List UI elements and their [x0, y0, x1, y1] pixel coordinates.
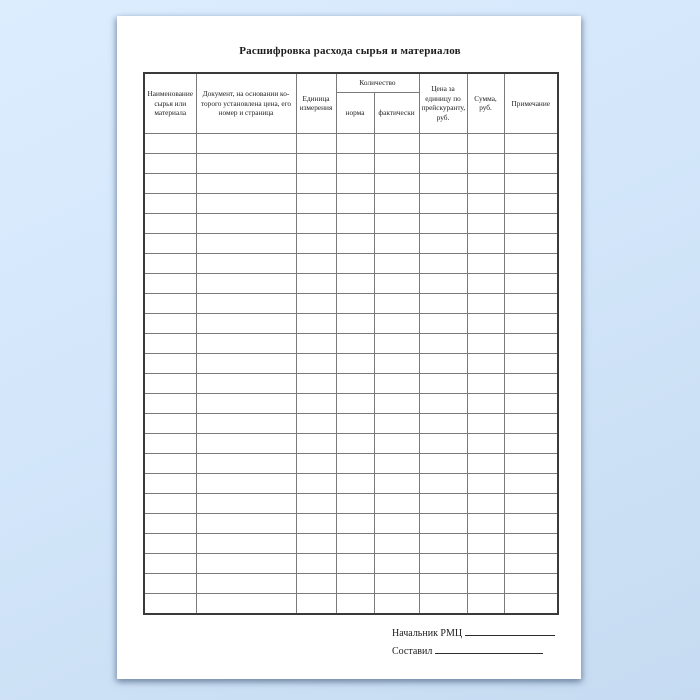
table-row — [144, 493, 558, 513]
table-row — [144, 153, 558, 173]
table-cell — [419, 333, 467, 353]
table-cell — [419, 213, 467, 233]
page-title: Расшифровка расхода сырья и материалов — [239, 45, 461, 57]
table-cell — [419, 153, 467, 173]
table-cell — [467, 413, 504, 433]
table-cell — [296, 213, 336, 233]
table-row — [144, 353, 558, 373]
table-cell — [419, 273, 467, 293]
table-cell — [467, 313, 504, 333]
table-cell — [467, 353, 504, 373]
table-cell — [144, 393, 196, 413]
table-cell — [196, 173, 296, 193]
table-cell — [504, 513, 558, 533]
table-row — [144, 373, 558, 393]
table-cell — [336, 233, 374, 253]
table-cell — [419, 493, 467, 513]
table-row — [144, 553, 558, 573]
table-cell — [467, 193, 504, 213]
signature-line-chief — [392, 625, 555, 643]
table-cell — [467, 533, 504, 553]
table-cell — [144, 513, 196, 533]
table-cell — [419, 593, 467, 614]
table-cell — [374, 313, 419, 333]
table-cell — [374, 213, 419, 233]
table-cell — [419, 233, 467, 253]
table-cell — [374, 153, 419, 173]
table-cell — [374, 133, 419, 153]
table-cell — [467, 593, 504, 614]
table-cell — [196, 313, 296, 333]
table-cell — [336, 333, 374, 353]
table-cell — [196, 413, 296, 433]
table-cell — [296, 333, 336, 353]
table-cell — [374, 233, 419, 253]
table-cell — [336, 133, 374, 153]
table-row — [144, 413, 558, 433]
table-cell — [144, 313, 196, 333]
col-header-material: Наименование сырья или материала — [144, 73, 196, 133]
table-cell — [144, 193, 196, 213]
table-cell — [296, 193, 336, 213]
table-cell — [296, 473, 336, 493]
table-cell — [144, 553, 196, 573]
table-cell — [374, 413, 419, 433]
table-cell — [196, 453, 296, 473]
col-header-norm: норма — [336, 92, 374, 133]
table-cell — [374, 353, 419, 373]
table-cell — [336, 373, 374, 393]
table-cell — [296, 433, 336, 453]
table-cell — [336, 493, 374, 513]
table-cell — [144, 453, 196, 473]
table-cell — [296, 413, 336, 433]
table-cell — [336, 393, 374, 413]
table-cell — [196, 513, 296, 533]
table-cell — [144, 593, 196, 614]
table-cell — [196, 353, 296, 373]
table-cell — [419, 473, 467, 493]
col-header-sum: Сумма, руб. — [467, 73, 504, 133]
table-cell — [296, 453, 336, 473]
table-cell — [336, 433, 374, 453]
table-cell — [144, 573, 196, 593]
table-row — [144, 433, 558, 453]
table-cell — [196, 433, 296, 453]
table-cell — [296, 393, 336, 413]
col-header-note: Примечание — [504, 73, 558, 133]
table-cell — [336, 453, 374, 473]
signature-blank-compiler — [435, 643, 543, 654]
table-cell — [196, 253, 296, 273]
table-cell — [419, 573, 467, 593]
table-cell — [374, 173, 419, 193]
table-cell — [196, 593, 296, 614]
table-cell — [467, 433, 504, 453]
table-cell — [504, 593, 558, 614]
table-header — [144, 73, 558, 133]
table-cell — [196, 373, 296, 393]
col-header-unit: Единица измерения — [296, 73, 336, 133]
table-body — [144, 133, 558, 614]
table-cell — [336, 353, 374, 373]
document-page — [117, 16, 581, 679]
table-cell — [296, 133, 336, 153]
table-cell — [336, 193, 374, 213]
table-cell — [196, 213, 296, 233]
table-cell — [419, 173, 467, 193]
signature-label-compiler: Составил — [392, 646, 433, 657]
table-cell — [296, 553, 336, 573]
table-cell — [467, 233, 504, 253]
table-cell — [419, 433, 467, 453]
table-cell — [196, 553, 296, 573]
table-cell — [336, 213, 374, 233]
table-cell — [196, 473, 296, 493]
table-cell — [374, 193, 419, 213]
table-cell — [467, 513, 504, 533]
table-cell — [504, 453, 558, 473]
table-cell — [504, 193, 558, 213]
table-cell — [504, 533, 558, 553]
table-cell — [336, 413, 374, 433]
table-cell — [144, 213, 196, 233]
table-cell — [336, 273, 374, 293]
table-cell — [144, 353, 196, 373]
table-cell — [374, 493, 419, 513]
table-cell — [296, 353, 336, 373]
table-cell — [504, 233, 558, 253]
table-cell — [144, 233, 196, 253]
table-cell — [374, 393, 419, 413]
table-cell — [336, 473, 374, 493]
table-cell — [419, 133, 467, 153]
table-cell — [196, 533, 296, 553]
table-cell — [296, 153, 336, 173]
table-cell — [144, 273, 196, 293]
table-cell — [419, 413, 467, 433]
table-cell — [296, 233, 336, 253]
table-cell — [504, 173, 558, 193]
table-cell — [336, 573, 374, 593]
table-cell — [144, 493, 196, 513]
table-cell — [504, 353, 558, 373]
table-cell — [419, 193, 467, 213]
table-cell — [467, 173, 504, 193]
table-cell — [196, 193, 296, 213]
table-row — [144, 273, 558, 293]
table-row — [144, 533, 558, 553]
table-cell — [504, 133, 558, 153]
table-cell — [467, 213, 504, 233]
table-cell — [196, 153, 296, 173]
table-cell — [196, 393, 296, 413]
table-cell — [336, 533, 374, 553]
signature-label-chief: Начальник РМЦ — [392, 628, 463, 639]
table-cell — [467, 333, 504, 353]
table-cell — [336, 513, 374, 533]
table-row — [144, 313, 558, 333]
table-cell — [144, 413, 196, 433]
table-row — [144, 193, 558, 213]
table-cell — [419, 353, 467, 373]
table-row — [144, 253, 558, 273]
signature-blank-chief — [465, 625, 555, 636]
table-cell — [504, 253, 558, 273]
table-cell — [296, 313, 336, 333]
table-cell — [504, 393, 558, 413]
table-row — [144, 333, 558, 353]
table-cell — [504, 293, 558, 313]
table-cell — [374, 373, 419, 393]
table-cell — [144, 253, 196, 273]
table-cell — [296, 493, 336, 513]
table-cell — [296, 173, 336, 193]
table-cell — [467, 573, 504, 593]
table-cell — [504, 433, 558, 453]
table-cell — [467, 553, 504, 573]
table-cell — [144, 293, 196, 313]
table-cell — [419, 253, 467, 273]
col-header-document: Документ, на основании ко- торого установлена цена, его номер и страница — [196, 73, 296, 133]
table-cell — [419, 393, 467, 413]
col-header-price: Цена за единицу по прейскуранту, руб. — [419, 73, 467, 133]
table-row — [144, 593, 558, 614]
table-cell — [504, 473, 558, 493]
table-cell — [374, 333, 419, 353]
table-cell — [374, 553, 419, 573]
table-cell — [504, 373, 558, 393]
table-cell — [196, 333, 296, 353]
table-cell — [144, 533, 196, 553]
materials-table — [143, 72, 559, 615]
table-cell — [467, 473, 504, 493]
table-row — [144, 393, 558, 413]
table-cell — [419, 533, 467, 553]
table-cell — [374, 453, 419, 473]
table-row — [144, 573, 558, 593]
table-cell — [504, 553, 558, 573]
table-cell — [144, 153, 196, 173]
table-cell — [467, 153, 504, 173]
table-row — [144, 453, 558, 473]
table-cell — [196, 573, 296, 593]
table-cell — [296, 573, 336, 593]
table-cell — [336, 553, 374, 573]
table-cell — [374, 513, 419, 533]
table-cell — [374, 593, 419, 614]
table-cell — [374, 253, 419, 273]
table-cell — [374, 533, 419, 553]
table-cell — [467, 453, 504, 473]
table-cell — [196, 493, 296, 513]
table-cell — [374, 293, 419, 313]
table-cell — [296, 593, 336, 614]
table-cell — [419, 293, 467, 313]
table-cell — [196, 233, 296, 253]
table-row — [144, 213, 558, 233]
table-cell — [504, 333, 558, 353]
table-cell — [467, 273, 504, 293]
table-cell — [196, 293, 296, 313]
table-cell — [504, 573, 558, 593]
table-cell — [419, 313, 467, 333]
table-cell — [504, 493, 558, 513]
header-row-top — [144, 73, 558, 92]
table-cell — [467, 373, 504, 393]
col-header-actual: фактически — [374, 92, 419, 133]
col-header-quantity-group: Количество — [336, 73, 419, 92]
table-cell — [504, 153, 558, 173]
table-cell — [504, 213, 558, 233]
table-cell — [196, 133, 296, 153]
table-cell — [374, 273, 419, 293]
table-cell — [336, 173, 374, 193]
table-cell — [336, 253, 374, 273]
table-cell — [296, 253, 336, 273]
signature-line-compiler — [392, 643, 555, 661]
table-row — [144, 133, 558, 153]
table-cell — [336, 153, 374, 173]
table-cell — [504, 313, 558, 333]
table-cell — [296, 513, 336, 533]
table-cell — [296, 273, 336, 293]
table-cell — [467, 393, 504, 413]
table-row — [144, 293, 558, 313]
table-cell — [144, 373, 196, 393]
table-cell — [504, 273, 558, 293]
table-row — [144, 513, 558, 533]
table-cell — [419, 553, 467, 573]
table-cell — [467, 133, 504, 153]
table-cell — [419, 513, 467, 533]
table-cell — [144, 433, 196, 453]
table-cell — [196, 273, 296, 293]
table-cell — [296, 293, 336, 313]
table-cell — [144, 333, 196, 353]
table-cell — [374, 573, 419, 593]
signature-block — [392, 625, 555, 661]
table-cell — [144, 473, 196, 493]
table-cell — [504, 413, 558, 433]
table-cell — [144, 173, 196, 193]
table-cell — [467, 493, 504, 513]
table-cell — [296, 373, 336, 393]
table-row — [144, 233, 558, 253]
table-cell — [336, 293, 374, 313]
table-cell — [419, 453, 467, 473]
table-row — [144, 173, 558, 193]
table-cell — [336, 313, 374, 333]
table-cell — [336, 593, 374, 614]
table-cell — [467, 293, 504, 313]
table-cell — [374, 473, 419, 493]
table-cell — [467, 253, 504, 273]
table-cell — [419, 373, 467, 393]
table-cell — [296, 533, 336, 553]
table-cell — [144, 133, 196, 153]
table-row — [144, 473, 558, 493]
table-cell — [374, 433, 419, 453]
